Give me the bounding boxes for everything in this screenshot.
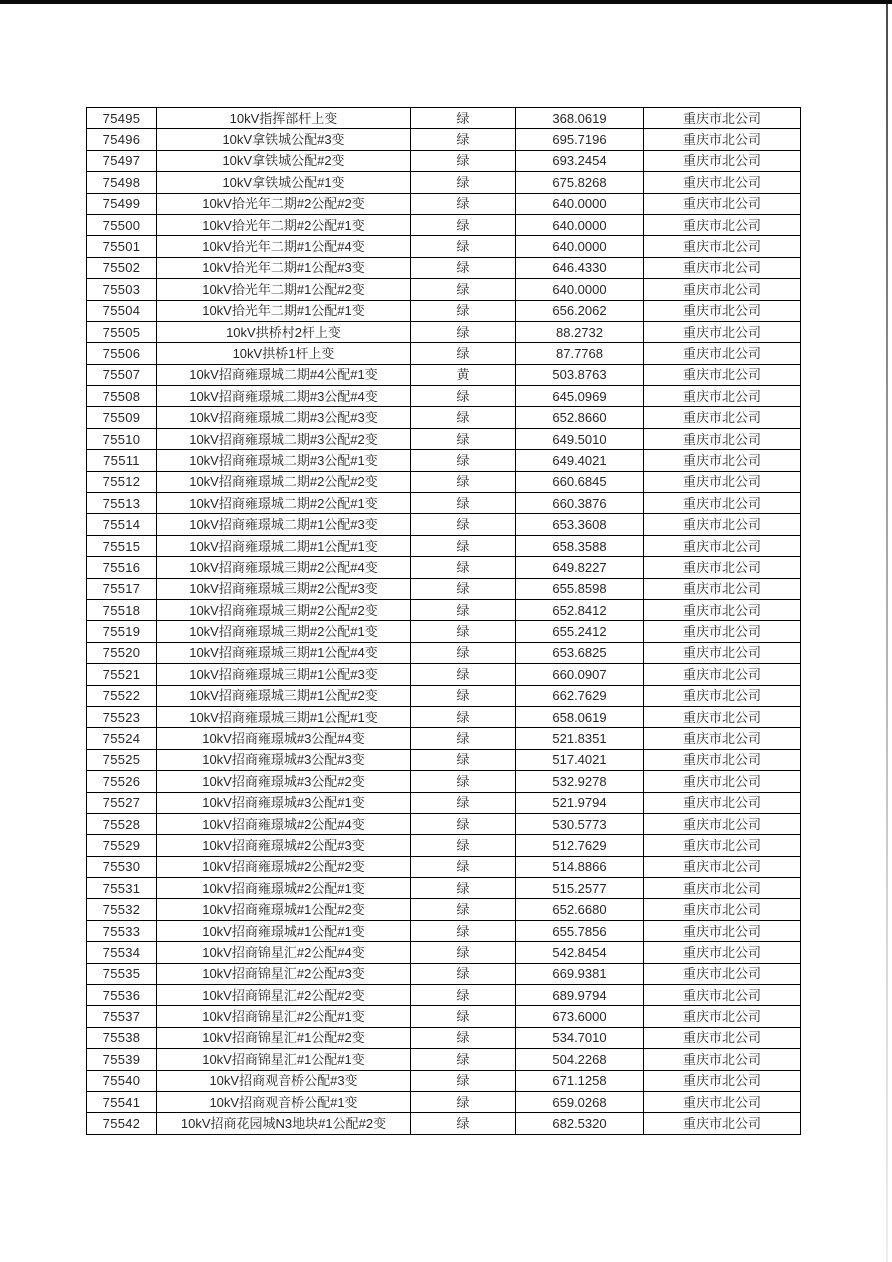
cell-status: 绿 [411, 471, 516, 492]
cell-name: 10kV拿铁城公配#1变 [157, 172, 411, 193]
cell-id: 75497 [87, 150, 157, 171]
cell-company: 重庆市北公司 [644, 813, 801, 834]
cell-company: 重庆市北公司 [644, 279, 801, 300]
cell-value: 658.3588 [516, 535, 644, 556]
page-right-edge-line [886, 4, 888, 1262]
cell-name: 10kV拿铁城公配#2变 [157, 150, 411, 171]
cell-name: 10kV招商雍璟城#2公配#3变 [157, 835, 411, 856]
cell-value: 515.2577 [516, 878, 644, 899]
cell-value: 659.0268 [516, 1091, 644, 1112]
table-row [87, 685, 801, 706]
table-row [87, 108, 801, 129]
table-row [87, 578, 801, 599]
cell-value: 517.4021 [516, 749, 644, 770]
table-row [87, 706, 801, 727]
cell-id: 75541 [87, 1091, 157, 1112]
cell-company: 重庆市北公司 [644, 557, 801, 578]
cell-value: 695.7196 [516, 129, 644, 150]
cell-company: 重庆市北公司 [644, 1049, 801, 1070]
cell-status: 绿 [411, 257, 516, 278]
cell-value: 660.6845 [516, 471, 644, 492]
cell-company: 重庆市北公司 [644, 856, 801, 877]
cell-name: 10kV招商雍璟城三期#2公配#2变 [157, 599, 411, 620]
cell-company: 重庆市北公司 [644, 108, 801, 129]
cell-company: 重庆市北公司 [644, 1091, 801, 1112]
cell-status: 绿 [411, 172, 516, 193]
cell-name: 10kV招商雍璟城#2公配#4变 [157, 813, 411, 834]
cell-id: 75538 [87, 1027, 157, 1048]
table-row [87, 428, 801, 449]
table-row [87, 942, 801, 963]
cell-id: 75539 [87, 1049, 157, 1070]
cell-value: 640.0000 [516, 279, 644, 300]
table-row [87, 899, 801, 920]
cell-name: 10kV拱桥村2杆上变 [157, 321, 411, 342]
cell-status: 绿 [411, 878, 516, 899]
cell-status: 绿 [411, 942, 516, 963]
cell-status: 绿 [411, 985, 516, 1006]
cell-id: 75498 [87, 172, 157, 193]
cell-id: 75537 [87, 1006, 157, 1027]
cell-id: 75534 [87, 942, 157, 963]
cell-value: 649.8227 [516, 557, 644, 578]
cell-company: 重庆市北公司 [644, 428, 801, 449]
cell-status: 绿 [411, 771, 516, 792]
cell-company: 重庆市北公司 [644, 493, 801, 514]
cell-company: 重庆市北公司 [644, 878, 801, 899]
cell-value: 652.8660 [516, 407, 644, 428]
cell-name: 10kV招商锦星汇#2公配#2变 [157, 985, 411, 1006]
cell-status: 绿 [411, 578, 516, 599]
cell-company: 重庆市北公司 [644, 642, 801, 663]
cell-value: 689.9794 [516, 985, 644, 1006]
cell-status: 绿 [411, 642, 516, 663]
cell-value: 504.2268 [516, 1049, 644, 1070]
cell-value: 645.0969 [516, 386, 644, 407]
cell-status: 绿 [411, 621, 516, 642]
table-row [87, 856, 801, 877]
cell-name: 10kV招商雍璟城二期#3公配#1变 [157, 450, 411, 471]
table-row [87, 279, 801, 300]
cell-company: 重庆市北公司 [644, 193, 801, 214]
cell-status: 绿 [411, 1070, 516, 1091]
cell-id: 75522 [87, 685, 157, 706]
table-row [87, 728, 801, 749]
cell-name: 10kV拾光年二期#1公配#1变 [157, 300, 411, 321]
cell-company: 重庆市北公司 [644, 386, 801, 407]
cell-value: 521.8351 [516, 728, 644, 749]
cell-status: 绿 [411, 214, 516, 235]
cell-status: 绿 [411, 279, 516, 300]
table-row [87, 257, 801, 278]
table-row [87, 1049, 801, 1070]
cell-company: 重庆市北公司 [644, 728, 801, 749]
cell-name: 10kV招商雍璟城三期#1公配#4变 [157, 642, 411, 663]
cell-company: 重庆市北公司 [644, 129, 801, 150]
cell-id: 75518 [87, 599, 157, 620]
cell-id: 75499 [87, 193, 157, 214]
cell-name: 10kV招商雍璟城二期#2公配#2变 [157, 471, 411, 492]
cell-id: 75501 [87, 236, 157, 257]
cell-id: 75535 [87, 963, 157, 984]
cell-id: 75536 [87, 985, 157, 1006]
cell-status: 绿 [411, 193, 516, 214]
cell-id: 75495 [87, 108, 157, 129]
cell-id: 75514 [87, 514, 157, 535]
cell-id: 75517 [87, 578, 157, 599]
table-row [87, 493, 801, 514]
cell-value: 503.8763 [516, 364, 644, 385]
cell-status: 绿 [411, 150, 516, 171]
table-row [87, 343, 801, 364]
cell-name: 10kV招商雍璟城二期#3公配#2变 [157, 428, 411, 449]
table-row [87, 985, 801, 1006]
cell-value: 655.8598 [516, 578, 644, 599]
cell-company: 重庆市北公司 [644, 899, 801, 920]
table-row [87, 150, 801, 171]
cell-company: 重庆市北公司 [644, 578, 801, 599]
cell-value: 532.9278 [516, 771, 644, 792]
cell-name: 10kV拱桥1杆上变 [157, 343, 411, 364]
table-row [87, 407, 801, 428]
table-row [87, 321, 801, 342]
cell-status: 绿 [411, 685, 516, 706]
station-data-table [86, 107, 801, 1135]
cell-value: 530.5773 [516, 813, 644, 834]
cell-id: 75525 [87, 749, 157, 770]
cell-id: 75516 [87, 557, 157, 578]
cell-id: 75530 [87, 856, 157, 877]
cell-value: 660.3876 [516, 493, 644, 514]
cell-company: 重庆市北公司 [644, 450, 801, 471]
cell-company: 重庆市北公司 [644, 471, 801, 492]
cell-name: 10kV招商锦星汇#1公配#2变 [157, 1027, 411, 1048]
cell-id: 75520 [87, 642, 157, 663]
cell-name: 10kV招商雍璟城#2公配#1变 [157, 878, 411, 899]
table-row [87, 642, 801, 663]
table-row [87, 214, 801, 235]
table-row [87, 236, 801, 257]
cell-company: 重庆市北公司 [644, 685, 801, 706]
cell-status: 绿 [411, 514, 516, 535]
cell-company: 重庆市北公司 [644, 664, 801, 685]
cell-value: 534.7010 [516, 1027, 644, 1048]
cell-status: 绿 [411, 963, 516, 984]
cell-status: 绿 [411, 664, 516, 685]
cell-name: 10kV拿铁城公配#3变 [157, 129, 411, 150]
table-row [87, 300, 801, 321]
cell-name: 10kV拾光年二期#2公配#2变 [157, 193, 411, 214]
cell-company: 重庆市北公司 [644, 214, 801, 235]
cell-name: 10kV招商雍璟城三期#2公配#3变 [157, 578, 411, 599]
table-row [87, 813, 801, 834]
cell-company: 重庆市北公司 [644, 920, 801, 941]
cell-status: 绿 [411, 1006, 516, 1027]
cell-status: 绿 [411, 386, 516, 407]
cell-name: 10kV招商观音桥公配#3变 [157, 1070, 411, 1091]
cell-id: 75511 [87, 450, 157, 471]
cell-status: 绿 [411, 557, 516, 578]
cell-id: 75496 [87, 129, 157, 150]
cell-company: 重庆市北公司 [644, 792, 801, 813]
table-container [86, 107, 801, 1135]
cell-value: 653.6825 [516, 642, 644, 663]
cell-id: 75542 [87, 1113, 157, 1134]
table-row [87, 514, 801, 535]
cell-name: 10kV招商雍璟城#3公配#4变 [157, 728, 411, 749]
cell-status: 绿 [411, 428, 516, 449]
cell-company: 重庆市北公司 [644, 1113, 801, 1134]
cell-value: 649.4021 [516, 450, 644, 471]
cell-value: 368.0619 [516, 108, 644, 129]
cell-company: 重庆市北公司 [644, 963, 801, 984]
cell-status: 绿 [411, 321, 516, 342]
cell-status: 绿 [411, 856, 516, 877]
cell-name: 10kV招商雍璟城#1公配#2变 [157, 899, 411, 920]
cell-company: 重庆市北公司 [644, 150, 801, 171]
cell-name: 10kV招商锦星汇#2公配#1变 [157, 1006, 411, 1027]
cell-status: 绿 [411, 1049, 516, 1070]
cell-name: 10kV招商雍璟城二期#3公配#3变 [157, 407, 411, 428]
cell-status: 绿 [411, 749, 516, 770]
cell-status: 绿 [411, 108, 516, 129]
cell-company: 重庆市北公司 [644, 985, 801, 1006]
table-row [87, 557, 801, 578]
cell-id: 75528 [87, 813, 157, 834]
cell-value: 521.9794 [516, 792, 644, 813]
cell-id: 75521 [87, 664, 157, 685]
cell-name: 10kV招商雍璟城#1公配#1变 [157, 920, 411, 941]
cell-value: 658.0619 [516, 706, 644, 727]
cell-value: 652.6680 [516, 899, 644, 920]
cell-status: 绿 [411, 129, 516, 150]
table-row [87, 792, 801, 813]
cell-status: 绿 [411, 813, 516, 834]
cell-status: 绿 [411, 300, 516, 321]
cell-id: 75505 [87, 321, 157, 342]
table-row [87, 1027, 801, 1048]
table-row [87, 535, 801, 556]
cell-value: 673.6000 [516, 1006, 644, 1027]
cell-name: 10kV招商锦星汇#2公配#3变 [157, 963, 411, 984]
cell-status: 绿 [411, 407, 516, 428]
cell-value: 640.0000 [516, 193, 644, 214]
cell-value: 682.5320 [516, 1113, 644, 1134]
cell-name: 10kV招商雍璟城#3公配#3变 [157, 749, 411, 770]
cell-status: 绿 [411, 535, 516, 556]
table-body [87, 108, 801, 1135]
cell-name: 10kV招商雍璟城#3公配#1变 [157, 792, 411, 813]
cell-name: 10kV招商雍璟城二期#2公配#1变 [157, 493, 411, 514]
cell-company: 重庆市北公司 [644, 300, 801, 321]
cell-name: 10kV招商花园城N3地块#1公配#2变 [157, 1113, 411, 1134]
table-row [87, 835, 801, 856]
cell-status: 绿 [411, 1113, 516, 1134]
table-row [87, 621, 801, 642]
cell-value: 655.2412 [516, 621, 644, 642]
table-row [87, 172, 801, 193]
table-row [87, 129, 801, 150]
table-row [87, 664, 801, 685]
cell-status: 绿 [411, 706, 516, 727]
cell-value: 514.8866 [516, 856, 644, 877]
cell-status: 绿 [411, 920, 516, 941]
cell-id: 75519 [87, 621, 157, 642]
cell-value: 646.4330 [516, 257, 644, 278]
cell-company: 重庆市北公司 [644, 407, 801, 428]
cell-value: 669.9381 [516, 963, 644, 984]
cell-name: 10kV招商雍璟城二期#1公配#3变 [157, 514, 411, 535]
cell-id: 75540 [87, 1070, 157, 1091]
cell-company: 重庆市北公司 [644, 535, 801, 556]
cell-status: 绿 [411, 343, 516, 364]
cell-name: 10kV招商雍璟城三期#1公配#1变 [157, 706, 411, 727]
cell-id: 75507 [87, 364, 157, 385]
cell-name: 10kV招商雍璟城三期#2公配#1变 [157, 621, 411, 642]
cell-status: 绿 [411, 450, 516, 471]
cell-value: 693.2454 [516, 150, 644, 171]
cell-value: 87.7768 [516, 343, 644, 364]
cell-status: 黄 [411, 364, 516, 385]
table-row [87, 878, 801, 899]
cell-name: 10kV招商观音桥公配#1变 [157, 1091, 411, 1112]
cell-company: 重庆市北公司 [644, 771, 801, 792]
table-row [87, 599, 801, 620]
cell-company: 重庆市北公司 [644, 835, 801, 856]
table-row [87, 1070, 801, 1091]
cell-id: 75524 [87, 728, 157, 749]
cell-status: 绿 [411, 599, 516, 620]
cell-status: 绿 [411, 792, 516, 813]
cell-company: 重庆市北公司 [644, 236, 801, 257]
cell-status: 绿 [411, 493, 516, 514]
cell-company: 重庆市北公司 [644, 257, 801, 278]
cell-name: 10kV拾光年二期#1公配#4变 [157, 236, 411, 257]
cell-company: 重庆市北公司 [644, 1070, 801, 1091]
cell-id: 75533 [87, 920, 157, 941]
cell-name: 10kV招商雍璟城#3公配#2变 [157, 771, 411, 792]
cell-id: 75515 [87, 535, 157, 556]
cell-company: 重庆市北公司 [644, 172, 801, 193]
table-row [87, 450, 801, 471]
cell-id: 75506 [87, 343, 157, 364]
cell-value: 671.1258 [516, 1070, 644, 1091]
cell-name: 10kV拾光年二期#1公配#2变 [157, 279, 411, 300]
cell-company: 重庆市北公司 [644, 942, 801, 963]
cell-name: 10kV招商雍璟城二期#4公配#1变 [157, 364, 411, 385]
cell-id: 75512 [87, 471, 157, 492]
cell-company: 重庆市北公司 [644, 1006, 801, 1027]
cell-name: 10kV招商锦星汇#2公配#4变 [157, 942, 411, 963]
cell-name: 10kV拾光年二期#2公配#1变 [157, 214, 411, 235]
cell-status: 绿 [411, 1091, 516, 1112]
cell-value: 640.0000 [516, 214, 644, 235]
cell-company: 重庆市北公司 [644, 321, 801, 342]
cell-company: 重庆市北公司 [644, 364, 801, 385]
cell-id: 75531 [87, 878, 157, 899]
cell-status: 绿 [411, 835, 516, 856]
cell-status: 绿 [411, 1027, 516, 1048]
cell-value: 653.3608 [516, 514, 644, 535]
cell-value: 512.7629 [516, 835, 644, 856]
cell-name: 10kV招商雍璟城三期#1公配#3变 [157, 664, 411, 685]
cell-name: 10kV招商锦星汇#1公配#1变 [157, 1049, 411, 1070]
table-row [87, 771, 801, 792]
cell-name: 10kV指挥部杆上变 [157, 108, 411, 129]
cell-value: 649.5010 [516, 428, 644, 449]
cell-company: 重庆市北公司 [644, 706, 801, 727]
cell-id: 75500 [87, 214, 157, 235]
cell-id: 75510 [87, 428, 157, 449]
cell-id: 75502 [87, 257, 157, 278]
cell-name: 10kV招商雍璟城二期#3公配#4变 [157, 386, 411, 407]
cell-id: 75513 [87, 493, 157, 514]
cell-name: 10kV招商雍璟城#2公配#2变 [157, 856, 411, 877]
cell-value: 640.0000 [516, 236, 644, 257]
cell-name: 10kV招商雍璟城三期#1公配#2变 [157, 685, 411, 706]
cell-id: 75527 [87, 792, 157, 813]
cell-company: 重庆市北公司 [644, 343, 801, 364]
cell-name: 10kV招商雍璟城二期#1公配#1变 [157, 535, 411, 556]
cell-company: 重庆市北公司 [644, 749, 801, 770]
cell-company: 重庆市北公司 [644, 1027, 801, 1048]
window-top-edge [0, 0, 892, 4]
table-row [87, 471, 801, 492]
cell-id: 75503 [87, 279, 157, 300]
cell-value: 652.8412 [516, 599, 644, 620]
cell-name: 10kV拾光年二期#1公配#3变 [157, 257, 411, 278]
cell-value: 542.8454 [516, 942, 644, 963]
table-row [87, 1091, 801, 1112]
cell-id: 75526 [87, 771, 157, 792]
table-row [87, 963, 801, 984]
cell-id: 75529 [87, 835, 157, 856]
cell-company: 重庆市北公司 [644, 621, 801, 642]
cell-company: 重庆市北公司 [644, 599, 801, 620]
cell-id: 75523 [87, 706, 157, 727]
cell-value: 655.7856 [516, 920, 644, 941]
table-row [87, 364, 801, 385]
cell-value: 675.8268 [516, 172, 644, 193]
table-row [87, 1006, 801, 1027]
cell-value: 88.2732 [516, 321, 644, 342]
table-row [87, 193, 801, 214]
table-row [87, 1113, 801, 1134]
cell-status: 绿 [411, 728, 516, 749]
table-row [87, 749, 801, 770]
cell-value: 662.7629 [516, 685, 644, 706]
table-row [87, 386, 801, 407]
cell-id: 75508 [87, 386, 157, 407]
cell-status: 绿 [411, 899, 516, 920]
cell-id: 75509 [87, 407, 157, 428]
cell-id: 75532 [87, 899, 157, 920]
cell-status: 绿 [411, 236, 516, 257]
cell-value: 656.2062 [516, 300, 644, 321]
table-row [87, 920, 801, 941]
cell-id: 75504 [87, 300, 157, 321]
cell-value: 660.0907 [516, 664, 644, 685]
cell-company: 重庆市北公司 [644, 514, 801, 535]
cell-name: 10kV招商雍璟城三期#2公配#4变 [157, 557, 411, 578]
